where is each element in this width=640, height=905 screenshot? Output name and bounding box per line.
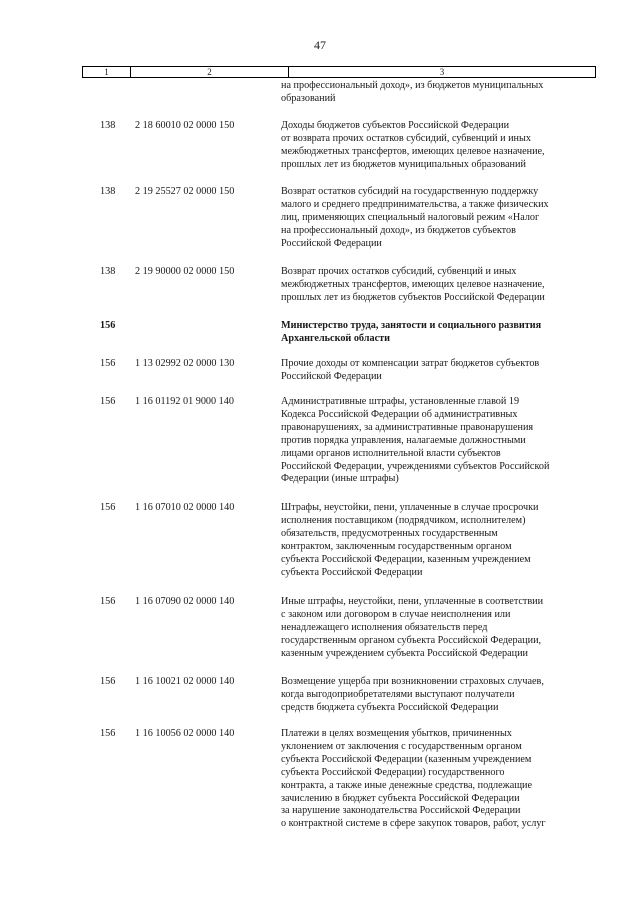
section-title: [281, 320, 601, 346]
admin-code: 156: [100, 728, 116, 739]
description: [281, 728, 601, 831]
description: [281, 596, 601, 661]
header-col-2: 2: [131, 67, 289, 77]
budget-code: 1 16 10021 02 0000 140: [135, 676, 235, 687]
description-line: образований: [281, 92, 336, 104]
description-line: средств бюджета субъекта Российской Федерации: [281, 701, 499, 713]
description-line: межбюджетных трансфертов, имеющих целевое назначение,: [281, 145, 545, 157]
description-line: Иные штрафы, неустойки, пени, уплаченные в соответствии: [281, 596, 544, 607]
description: [281, 120, 601, 172]
description-line: ненадлежащего исполнения обязательств перед: [281, 621, 488, 633]
description-line: Возмещение ущерба при возникновении страховых случаев,: [281, 676, 544, 687]
description-line: контракта, а также иные денежные средства, подлежащие: [281, 779, 533, 791]
budget-code: 2 19 90000 02 0000 150: [135, 266, 235, 277]
section-title-line: Министерство труда, занятости и социального развития: [281, 320, 542, 331]
page-number: 47: [314, 38, 326, 52]
section-title-line: Архангельской области: [281, 332, 390, 344]
description-line: субъекта Российской Федерации, казенным учреждением: [281, 553, 531, 565]
budget-code: 1 16 10056 02 0000 140: [135, 728, 235, 739]
admin-code: 156: [100, 676, 116, 687]
description-line: Штрафы, неустойки, пени, уплаченные в случае просрочки: [281, 502, 539, 513]
description-line: Федерации (иные штрафы): [281, 473, 399, 485]
description: [281, 396, 601, 486]
description-line: обязательств, предусмотренных государственным: [281, 527, 498, 539]
description-line: субъекта Российской Федерации) государственного: [281, 766, 505, 778]
description-line: Возврат прочих остатков субсидий, субвенций и иных: [281, 266, 517, 277]
description-line: против порядка управления, налагаемые должностными: [281, 434, 526, 446]
description-line: контрактом, заключенным государственным органом: [281, 540, 512, 552]
description: [281, 358, 601, 384]
description-line: казенным учреждением субъекта Российской Федерации: [281, 647, 528, 659]
admin-code: 138: [100, 266, 116, 277]
description-line: Кодекса Российской Федерации об административных: [281, 408, 518, 420]
description-line: прошлых лет из бюджетов субъектов Российской Федерации: [281, 291, 545, 303]
description: [281, 266, 601, 305]
admin-code: 156: [100, 358, 116, 369]
description-line: уклонением от заключения с государственным органом: [281, 740, 522, 752]
description-line: государственным органом субъекта Российской Федерации,: [281, 634, 542, 646]
admin-code: 156: [100, 596, 116, 607]
description-line: прошлых лет из бюджетов муниципальных образований: [281, 158, 526, 170]
description-line: исполнения поставщиком (подрядчиком, исполнителем): [281, 514, 526, 526]
budget-code: 1 16 07090 02 0000 140: [135, 596, 235, 607]
header-col-3: 3: [439, 67, 445, 77]
description-line: субъекта Российской Федерации: [281, 566, 423, 578]
description-line: за нарушение законодательства Российской Федерации: [281, 805, 521, 817]
description-line: на профессиональный доход», из бюджетов субъектов: [281, 224, 516, 236]
description-line: когда выгодоприобретателями выступают получатели: [281, 688, 515, 700]
description-line: Административные штрафы, установленные главой 19: [281, 396, 520, 407]
description: [281, 186, 601, 251]
admin-code: 156: [100, 502, 116, 513]
description-line: Платежи в целях возмещения убытков, причиненных: [281, 728, 512, 739]
description-line: Возврат остатков субсидий на государственную поддержку: [281, 186, 539, 197]
description-line: на профессиональный доход», из бюджетов муниципальных: [281, 80, 544, 91]
description-line: субъекта Российской Федерации (казенным учреждением: [281, 753, 532, 765]
description-line: о контрактной системе в сфере закупок товаров, работ, услуг: [281, 818, 546, 830]
budget-code: 1 16 07010 02 0000 140: [135, 502, 235, 513]
admin-code: 156: [100, 396, 116, 407]
admin-code: 156: [100, 320, 116, 331]
description-line: Российской Федерации: [281, 370, 382, 382]
description-line: Доходы бюджетов субъектов Российской Федерации: [281, 120, 510, 131]
description-line: лиц, применяющих специальный налоговый режим «Налог: [281, 211, 540, 223]
header-col-1: 1: [83, 67, 131, 77]
description-line: малого и среднего предпринимательства, а также физических: [281, 198, 549, 210]
description-line: Прочие доходы от компенсации затрат бюджетов субъектов: [281, 358, 540, 369]
description-line: от возврата прочих остатков субсидий, субвенций и иных: [281, 132, 531, 144]
description-line: зачислению в бюджет субъекта Российской Федерации: [281, 792, 520, 804]
budget-code: 2 18 60010 02 0000 150: [135, 120, 235, 131]
budget-code: 1 16 01192 01 9000 140: [135, 396, 234, 407]
description: [281, 502, 601, 579]
description: [281, 676, 601, 715]
table-header: [82, 66, 596, 78]
description-line: правонарушениях, за административные правонарушения: [281, 421, 534, 433]
description-line: лицами органов исполнительной власти субъектов: [281, 447, 501, 459]
description-line: межбюджетных трансфертов, имеющих целевое назначение,: [281, 278, 545, 290]
budget-code: 1 13 02992 02 0000 130: [135, 358, 235, 369]
budget-code: 2 19 25527 02 0000 150: [135, 186, 235, 197]
description-line: с законом или договором в случае неисполнения или: [281, 608, 511, 620]
admin-code: 138: [100, 120, 116, 131]
description-line: Российской Федерации: [281, 237, 382, 249]
description-line: Российской Федерации, учреждениями субъектов Российской: [281, 460, 550, 472]
admin-code: 138: [100, 186, 116, 197]
description: [281, 80, 601, 106]
